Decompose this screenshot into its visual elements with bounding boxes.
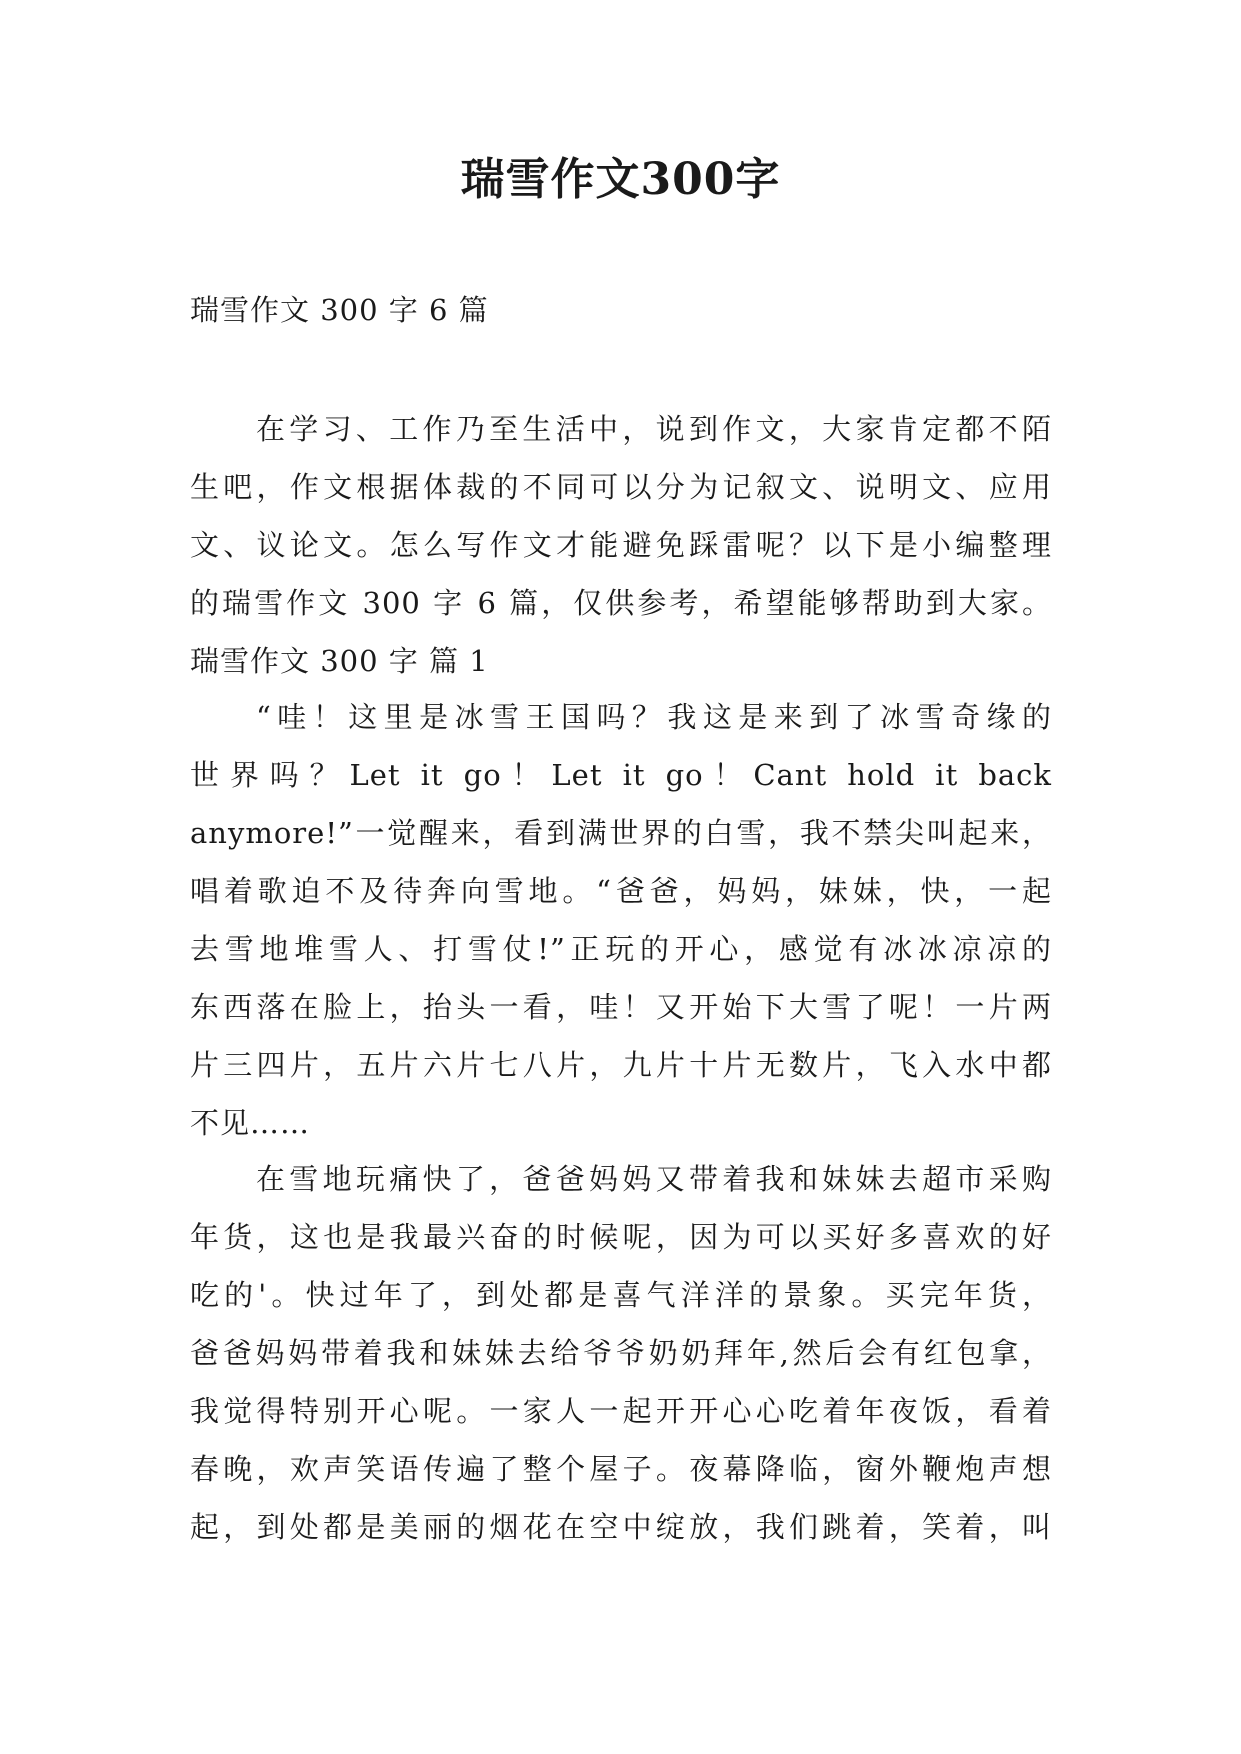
page-title: 瑞雪作文300字: [460, 154, 781, 205]
text-line: 去雪地堆雪人、打雪仗!”正玩的开心，感觉有冰冰凉凉的: [190, 932, 1052, 966]
text-line: 起，到处都是美丽的烟花在空中绽放，我们跳着，笑着，叫: [190, 1510, 1052, 1544]
text-line: 春晚，欢声笑语传遍了整个屋子。夜幕降临，窗外鞭炮声想: [190, 1452, 1052, 1486]
text-line: 片三四片，五片六片七八片，九片十片无数片，飞入水中都: [190, 1048, 1052, 1082]
intro-paragraph: [190, 400, 1052, 690]
text-line: 在学习、工作乃至生活中，说到作文，大家肯定都不陌: [256, 412, 1052, 446]
text-line: 的瑞雪作文 300 字 6 篇，仅供参考，希望能够帮助到大家。: [190, 586, 1052, 620]
text-line: 爸爸妈妈带着我和妹妹去给爷爷奶奶拜年,然后会有红包拿，: [190, 1336, 1052, 1370]
text-line: “哇！这里是冰雪王国吗？我这是来到了冰雪奇缘的: [256, 700, 1052, 734]
text-line: 生吧，作文根据体裁的不同可以分为记叙文、说明文、应用: [190, 470, 1052, 504]
paragraph-1: [190, 688, 1052, 1152]
section-heading: 瑞雪作文 300 字 篇 1: [190, 644, 489, 678]
text-line: 东西落在脸上，抬头一看，哇！又开始下大雪了呢！一片两: [190, 990, 1052, 1024]
text-line: 年货，这也是我最兴奋的时候呢，因为可以买好多喜欢的好: [190, 1220, 1052, 1254]
text-line: 吃的'。快过年了，到处都是喜气洋洋的景象。买完年货，: [190, 1278, 1052, 1312]
text-line: 文、议论文。怎么写作文才能避免踩雷呢？以下是小编整理: [190, 528, 1052, 562]
text-line: 我觉得特别开心呢。一家人一起开开心心吃着年夜饭，看着: [190, 1394, 1052, 1428]
text-line: 在雪地玩痛快了，爸爸妈妈又带着我和妹妹去超市采购: [256, 1162, 1052, 1196]
text-line: 唱着歌迫不及待奔向雪地。“爸爸，妈妈，妹妹，快，一起: [190, 874, 1052, 908]
text-line: 世界吗？Let it go！Let it go！Cant hold it back: [190, 758, 1052, 792]
paragraph-2: [190, 1150, 1052, 1556]
text-line: 不见……: [190, 1106, 311, 1140]
document-subtitle: 瑞雪作文 300 字 6 篇: [190, 293, 489, 327]
text-line: anymore!”一觉醒来，看到满世界的白雪，我不禁尖叫起来，: [190, 816, 1052, 850]
